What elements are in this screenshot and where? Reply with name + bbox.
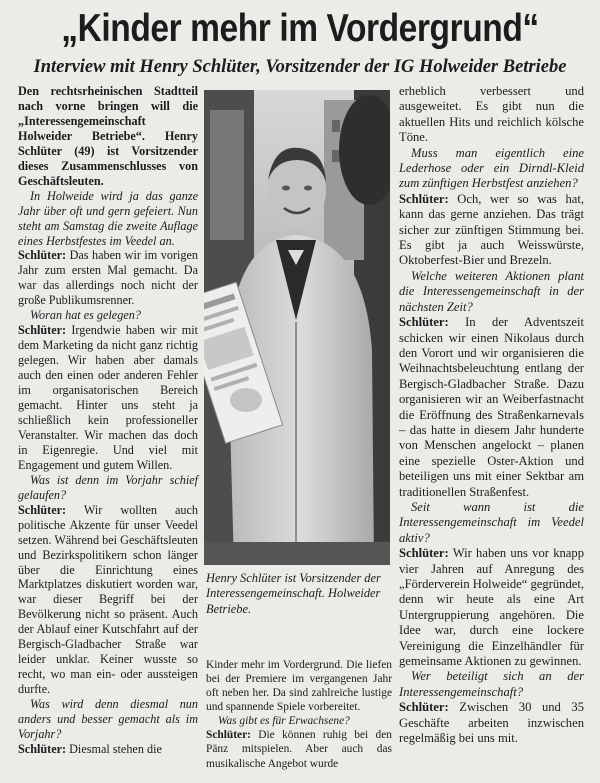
interview-answer: Schlüter: In der Adventszeit schicken wir einen Nikolaus durch den Vorort und wir organisieren die Weihnachtsbeleuchtung entlang der Bergisch-Gladbacher Straße. Dazu organisieren wir an Weiberfastnacht die Eröffnung des Straßenkarnevals – das hatte in diesem Jahr hunderte von Menschen angelockt – planen eine spezielle Oster-Aktion und beteiligen uns mit einer Sektbar am traditionellen Straßenfest. xyxy=(399,315,584,499)
column-2 xyxy=(206,658,392,771)
speaker-label: Schlüter: xyxy=(18,323,67,338)
speaker-label: Schlüter: xyxy=(399,315,449,330)
article-paragraph: erheblich verbessert und ausgeweitet. Es gibt nun die aktuellen Hits und reichlich kölsche Töne. xyxy=(399,84,584,145)
article-lead: Den rechtsrheinischen Stadtteil nach vorne bringen will die „Interessengemeinschaft Holweider Betriebe“. Henry Schlüter (49) ist Vorsitzender dieses Zusammenschlusses von Geschäftsleuten. xyxy=(18,84,198,188)
column-3 xyxy=(399,84,584,746)
speaker-label: Schlüter: xyxy=(399,546,449,561)
interview-question: In Holweide wird ja das ganze Jahr über oft und gern gefeiert. Nun steht am Samstag die zweite Auflage eines Herbstfestes im Veedel an. xyxy=(18,188,198,248)
interview-question: Welche weiteren Aktionen plant die Interessengemeinschaft in der nächsten Zeit? xyxy=(399,268,584,314)
headline: „Kinder mehr im Vordergrund“ xyxy=(61,7,539,50)
interview-question: Woran hat es gelegen? xyxy=(30,308,141,323)
interview-answer: Schlüter: Irgendwie haben wir mit dem Marketing da nicht ganz richtig gelegen. Wir haben aber damals auch den einen oder anderen Fehler im organisatorischen Bereich gemacht. Hinter uns steht ja schließlich kein professioneller Veranstalter. Wir machen das doch in Eigenregie. Und viel mit Engagement und gutem Willen. xyxy=(18,323,198,472)
interview-question: Was wird denn diesmal nun anders und besser gemacht als im Vorjahr? xyxy=(18,697,198,741)
interview-answer: Schlüter: Die können ruhig bei den Pänz mitspielen. Aber auch das musikalische Angebot wurde xyxy=(206,729,392,770)
interview-answer: Schlüter: Zwischen 30 und 35 Geschäfte arbeiten inzwischen regelmäßig bei uns mit. xyxy=(399,700,584,746)
interview-question: Seit wann ist die Interessengemeinschaft im Veedel aktiv? xyxy=(399,499,584,545)
interview-answer: Schlüter: Och, wer so was hat, kann das gerne anziehen. Das trägt sicher zur zünftigen Stimmung bei. Es gibt ja auch Weisswürste, Oktoberfest-Bier und Brezeln. xyxy=(399,191,585,268)
subheadline: Interview mit Henry Schlüter, Vorsitzender der IG Holweider Betriebe xyxy=(33,57,567,77)
speaker-label: Schlüter: xyxy=(206,729,251,742)
interview-question: Wer beteiligt sich an der Interessengemeinschaft? xyxy=(399,669,584,699)
interview-question: Was ist denn im Vorjahr schief gelaufen? xyxy=(18,472,198,502)
speaker-label: Schlüter: xyxy=(18,502,67,517)
article-paragraph: Kinder mehr im Vordergrund. Die liefen bei der Premiere im vergangenen Jahr oft neben her. Da sind zahlreiche lustige und spannende Spiele vorbereitet. xyxy=(206,659,392,714)
interview-answer: Schlüter: Das haben wir im vorigen Jahr zum ersten Mal gemacht. Da war das allerdings noch nicht der große Publikumsrenner. xyxy=(18,248,199,308)
speaker-label: Schlüter: xyxy=(399,191,449,206)
interview-question: Muss man eigentlich eine Lederhose oder ein Dirndl-Kleid zum zünftigen Herbstfest anziehen? xyxy=(399,145,584,191)
speaker-label: Schlüter: xyxy=(18,248,67,263)
interview-answer: Schlüter: Diesmal stehen die xyxy=(18,741,162,756)
speaker-label: Schlüter: xyxy=(18,741,67,756)
interview-question: Was gibt es für Erwachsene? xyxy=(218,715,350,728)
photo-caption: Henry Schlüter ist Vorsitzender der Interessengemeinschaft. Holweider Betriebe. xyxy=(206,571,381,616)
speaker-label: Schlüter: xyxy=(399,700,449,715)
column-1 xyxy=(18,84,198,757)
portrait-photo xyxy=(204,90,390,565)
interview-answer: Schlüter: Wir wollten auch politische Akzente für unser Veedel setzen. Während bei Geschäftsleuten und Bezirkspolitikern schon länger über die Einrichtung eines Marktplatzes diskutiert worden war, war dieser Begriff bei der Bevölkerung nicht so präsent. Auch der Ablauf einer Kutschfahrt auf der Bergisch-Gladbacher Straße war leider unklar. Keiner wusste so recht, wo man ein- oder aussteigen durfte. xyxy=(18,502,199,697)
interview-answer: Schlüter: Wir haben uns vor knapp vier Jahren auf Anregung des „Förderverein Holweide“ gegründet, denn wir heute als eine Art Untergruppierung angehören. Die Idee war, durch eine lockere Vereinigung die Einzelhändler für gemeinsame Aktionen zu gewinnen. xyxy=(399,546,584,669)
